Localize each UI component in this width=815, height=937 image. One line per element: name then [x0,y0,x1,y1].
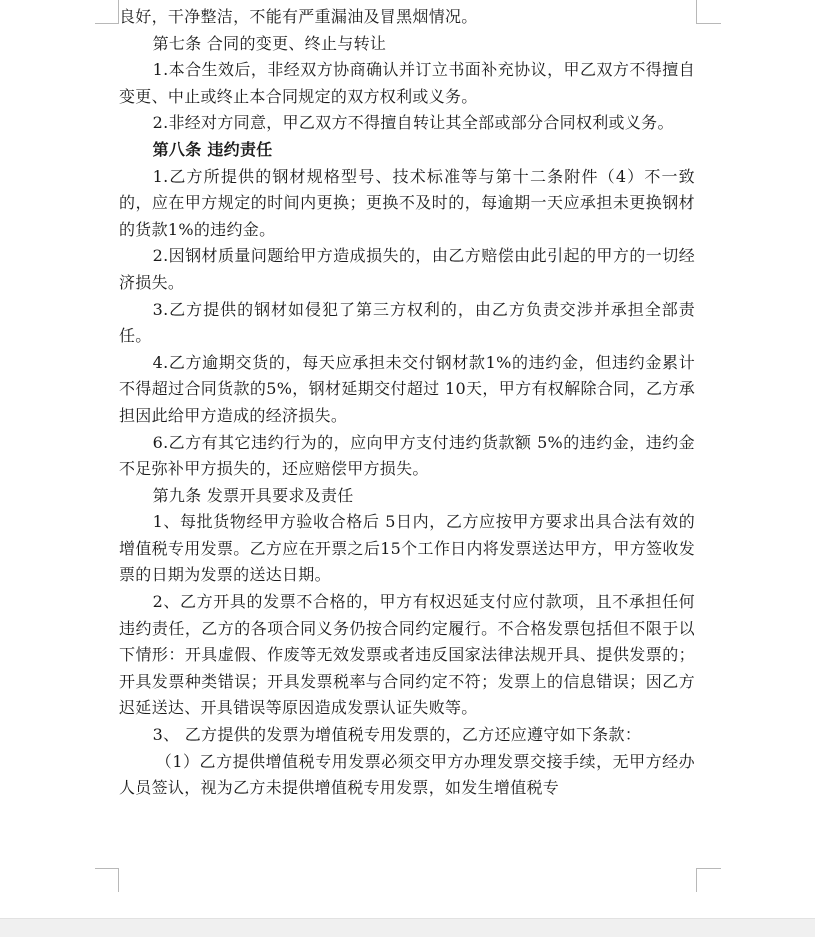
paragraph-7-2[interactable]: 2.非经对方同意，甲乙双方不得擅自转让其全部或部分合同权利或义务。 [152,113,674,133]
paragraph-8-3[interactable]: 3.乙方提供的钢材如侵犯了第三方权利的，由乙方负责交涉并承担全部责任。 [119,299,695,346]
crop-mark-top-right [696,0,697,24]
section-heading-article-8[interactable]: 第八条 违约责任 [152,139,273,159]
crop-mark-bottom-right-h [697,868,721,869]
page-gap [0,918,815,937]
paragraph-9-3-1[interactable]: （1）乙方提供增值税专用发票必须交甲方办理发票交接手续，无甲方经办人员签认，视为乙方未提供增值税专用发票，如发生增值税专 [119,751,695,798]
paragraph-7-1[interactable]: 1.本合生效后，非经双方协商确认并订立书面补充协议，甲乙双方不得擅自变更、中止或终止本合同规定的双方权利或义务。 [119,60,695,106]
paragraph-continuation[interactable]: 良好，干净整洁，不能有严重漏油及冒黑烟情况。 [119,7,478,26]
paragraph-9-3[interactable]: 3、 乙方提供的发票为增值税专用发票的，乙方还应遵守如下条款： [152,725,642,745]
document-body[interactable] [119,4,695,802]
crop-mark-bottom-left-h [95,868,119,869]
paragraph-8-2[interactable]: 2.因钢材质量问题给甲方造成损失的，由乙方赔偿由此引起的甲方的一切经济损失。 [119,246,695,292]
crop-mark-top-left-h [95,23,119,24]
section-heading-article-7[interactable]: 第七条 合同的变更、终止与转让 [152,33,387,53]
paragraph-9-1[interactable]: 1、每批货物经甲方验收合格后 5日内，乙方应按甲方要求出具合法有效的增值税专用发票。乙方应在开票之后15个工作日内将发票送达甲方，甲方签收发票的日期为发票的送达日期。 [119,512,695,585]
paragraph-9-2[interactable]: 2、乙方开具的发票不合格的，甲方有权迟延支付应付款项，且不承担任何违约责任，乙方的各项合同义务仍按合同约定履行。不合格发票包括但不限于以下情形：开具虚假、作废等无效发票或者违反国家法律法规开具、提供发票的；开具发票种类错误；开具发票税率与合同约定不符；发票上的信息错误；因乙方迟延送达、开具错误等原因造成发票认证失败等。 [119,592,695,718]
crop-mark-bottom-right [696,868,697,892]
crop-mark-bottom-left [118,868,119,892]
paragraph-8-4[interactable]: 4.乙方逾期交货的，每天应承担未交付钢材款1%的违约金，但违约金累计不得超过合同货款的5%，钢材延期交付超过 10天，甲方有权解除合同，乙方承担因此给甲方造成的经济损失。 [119,352,695,425]
paragraph-8-6[interactable]: 6.乙方有其它违约行为的，应向甲方支付违约货款额 5%的违约金，违约金不足弥补甲方损失的，还应赔偿甲方损失。 [119,432,695,479]
crop-mark-top-right-h [697,23,721,24]
section-heading-article-9[interactable]: 第九条 发票开具要求及责任 [152,485,354,505]
paragraph-8-1[interactable]: 1.乙方所提供的钢材规格型号、技术标准等与第十二条附件（4）不一致的，应在甲方规定的时间内更换；更换不及时的，每逾期一天应承担未更换钢材的货款1%的违约金。 [119,166,695,239]
